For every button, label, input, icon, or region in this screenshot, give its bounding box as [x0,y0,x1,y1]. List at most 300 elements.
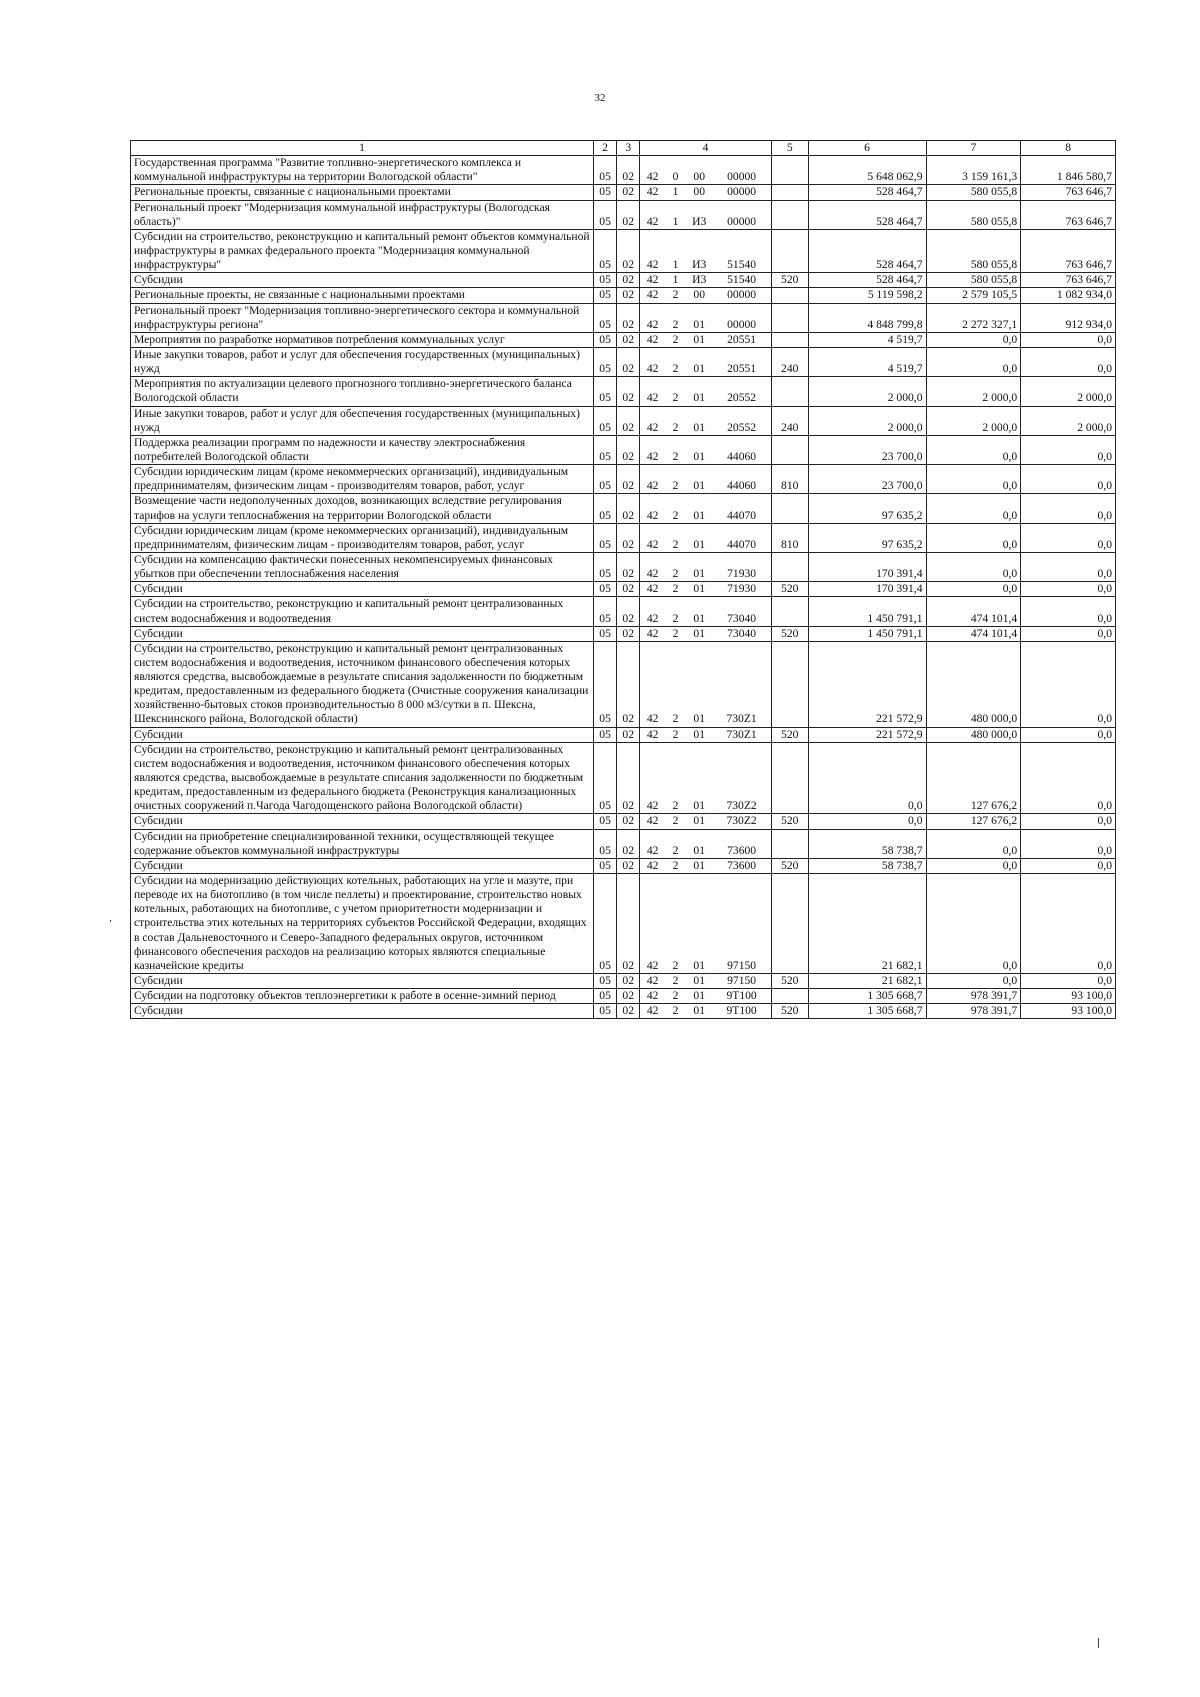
amount-year-1: 97 635,2 [808,523,926,552]
row-name: Региональный проект "Модернизация топливно-энергетического сектора и коммунальной инфраструктуры региона" [131,303,594,332]
code-expense-type [771,377,808,406]
code-subsection: 02 [617,989,640,1004]
code-expense-type [771,552,808,581]
amount-year-3: 0,0 [1021,465,1116,494]
code-direction: 00000 [712,185,771,200]
amount-year-3: 0,0 [1021,347,1116,376]
code-project: И3 [686,200,712,229]
code-project: 01 [686,435,712,464]
amount-year-2: 3 159 161,3 [926,156,1021,185]
code-subprogram: 2 [665,626,686,641]
code-project: 01 [686,406,712,435]
code-section: 05 [594,465,617,494]
amount-year-2: 0,0 [926,858,1021,873]
code-expense-type: 810 [771,523,808,552]
amount-year-1: 5 119 598,2 [808,288,926,303]
code-section: 05 [594,829,617,858]
code-subsection: 02 [617,597,640,626]
code-project: 01 [686,582,712,597]
amount-year-3: 0,0 [1021,582,1116,597]
code-subsection: 02 [617,829,640,858]
code-subsection: 02 [617,552,640,581]
code-project: 00 [686,185,712,200]
code-program: 42 [640,288,665,303]
table-row [131,273,1116,288]
amount-year-3: 763 646,7 [1021,229,1116,272]
amount-year-3: 93 100,0 [1021,989,1116,1004]
code-subprogram: 2 [665,1004,686,1019]
code-program: 42 [640,597,665,626]
code-subsection: 02 [617,641,640,727]
table-row [131,582,1116,597]
amount-year-2: 0,0 [926,465,1021,494]
amount-year-2: 0,0 [926,829,1021,858]
code-expense-type: 240 [771,347,808,376]
code-direction: 00000 [712,200,771,229]
amount-year-3: 0,0 [1021,858,1116,873]
scan-mark [1098,1638,1099,1648]
code-project: 01 [686,974,712,989]
code-subprogram: 2 [665,494,686,523]
code-program: 42 [640,185,665,200]
code-program: 42 [640,829,665,858]
amount-year-3: 0,0 [1021,974,1116,989]
table-row [131,829,1116,858]
code-subsection: 02 [617,742,640,814]
amount-year-1: 4 519,7 [808,347,926,376]
code-project: 00 [686,288,712,303]
code-program: 42 [640,435,665,464]
amount-year-2: 0,0 [926,494,1021,523]
code-subprogram: 2 [665,523,686,552]
row-name: Субсидии юридическим лицам (кроме некоммерческих организаций), индивидуальным предпринимателям, физическим лицам - производителям товаров, работ, услуг [131,465,594,494]
amount-year-3: 0,0 [1021,494,1116,523]
amount-year-1: 170 391,4 [808,582,926,597]
amount-year-3: 0,0 [1021,332,1116,347]
code-subprogram: 2 [665,288,686,303]
row-name: Субсидии на подготовку объектов теплоэнергетики к работе в осенне-зимний период [131,989,594,1004]
code-subprogram: 2 [665,406,686,435]
amount-year-3: 93 100,0 [1021,1004,1116,1019]
code-subprogram: 2 [665,347,686,376]
table-row [131,552,1116,581]
row-name: Возмещение части недополученных доходов, возникающих вследствие регулирования тарифов на услуги теплоснабжения на территории Вологодской области [131,494,594,523]
amount-year-2: 2 000,0 [926,406,1021,435]
code-program: 42 [640,273,665,288]
code-expense-type [771,332,808,347]
code-project: 00 [686,156,712,185]
code-direction: 51540 [712,273,771,288]
row-name: Иные закупки товаров, работ и услуг для обеспечения государственных (муниципальных) нужд [131,347,594,376]
header-col-8: 8 [1021,141,1116,156]
amount-year-2: 2 579 105,5 [926,288,1021,303]
amount-year-1: 1 450 791,1 [808,626,926,641]
code-subprogram: 2 [665,974,686,989]
code-section: 05 [594,552,617,581]
code-program: 42 [640,989,665,1004]
code-project: 01 [686,597,712,626]
row-name: Субсидии на модернизацию действующих котельных, работающих на угле и мазуте, при переводе их на биотопливо (в том числе пеллеты) и проектирование, строительство новых котельных, работающих на биотопливе, с учетом приоритетности модернизации и строительства этих котельных на территориях субъектов Российской Федерации, входящих в состав Дальневосточного и Северо-Западного федеральных округов, источником финансового обеспечения расходов на реализацию которых являются специальные казначейские кредиты [131,874,594,974]
amount-year-2: 474 101,4 [926,626,1021,641]
code-subsection: 02 [617,626,640,641]
code-subprogram: 2 [665,858,686,873]
code-subprogram: 2 [665,742,686,814]
code-direction: 71930 [712,582,771,597]
code-subsection: 02 [617,156,640,185]
table-row [131,494,1116,523]
code-subsection: 02 [617,406,640,435]
code-section: 05 [594,156,617,185]
code-expense-type [771,229,808,272]
row-name: Иные закупки товаров, работ и услуг для обеспечения государственных (муниципальных) нужд [131,406,594,435]
table-row [131,1004,1116,1019]
amount-year-2: 127 676,2 [926,814,1021,829]
code-section: 05 [594,406,617,435]
amount-year-3: 0,0 [1021,874,1116,974]
amount-year-1: 2 000,0 [808,406,926,435]
code-expense-type: 520 [771,727,808,742]
table-row [131,858,1116,873]
code-expense-type [771,185,808,200]
row-name: Мероприятия по разработке нормативов потребления коммунальных услуг [131,332,594,347]
code-subprogram: 2 [665,874,686,974]
code-direction: 730Z1 [712,641,771,727]
amount-year-1: 0,0 [808,814,926,829]
code-section: 05 [594,332,617,347]
amount-year-1: 2 000,0 [808,377,926,406]
amount-year-2: 0,0 [926,332,1021,347]
code-subsection: 02 [617,303,640,332]
code-subsection: 02 [617,974,640,989]
amount-year-2: 480 000,0 [926,727,1021,742]
code-section: 05 [594,582,617,597]
code-project: 01 [686,377,712,406]
amount-year-3: 0,0 [1021,435,1116,464]
code-program: 42 [640,465,665,494]
code-expense-type [771,742,808,814]
code-project: И3 [686,229,712,272]
amount-year-3: 2 000,0 [1021,377,1116,406]
code-program: 42 [640,974,665,989]
table-row [131,641,1116,727]
code-subsection: 02 [617,814,640,829]
table-body [131,156,1116,1019]
code-subprogram: 2 [665,727,686,742]
amount-year-1: 221 572,9 [808,641,926,727]
row-name: Субсидии юридическим лицам (кроме некоммерческих организаций), индивидуальным предпринимателям, физическим лицам - производителям товаров, работ, услуг [131,523,594,552]
row-name: Субсидии [131,858,594,873]
code-direction: 20552 [712,377,771,406]
table-row [131,742,1116,814]
table-header-row [131,141,1116,156]
amount-year-3: 763 646,7 [1021,200,1116,229]
code-section: 05 [594,200,617,229]
code-project: 01 [686,989,712,1004]
amount-year-1: 528 464,7 [808,229,926,272]
amount-year-2: 474 101,4 [926,597,1021,626]
code-project: 01 [686,552,712,581]
header-col-4: 4 [640,141,772,156]
table-row [131,989,1116,1004]
code-expense-type: 520 [771,582,808,597]
code-subsection: 02 [617,1004,640,1019]
code-project: 01 [686,523,712,552]
amount-year-2: 978 391,7 [926,989,1021,1004]
amount-year-1: 58 738,7 [808,829,926,858]
amount-year-2: 2 272 327,1 [926,303,1021,332]
code-section: 05 [594,377,617,406]
code-subprogram: 2 [665,377,686,406]
table-row [131,465,1116,494]
table-row [131,597,1116,626]
code-subsection: 02 [617,465,640,494]
row-name: Государственная программа "Развитие топливно-энергетического комплекса и коммунальной инфраструктуры на территории Вологодской области" [131,156,594,185]
table-row [131,288,1116,303]
code-project: 01 [686,465,712,494]
amount-year-2: 580 055,8 [926,200,1021,229]
code-project: 01 [686,742,712,814]
code-project: 01 [686,1004,712,1019]
code-section: 05 [594,974,617,989]
code-subprogram: 2 [665,597,686,626]
header-col-3: 3 [617,141,640,156]
code-project: 01 [686,858,712,873]
code-expense-type: 520 [771,974,808,989]
code-subsection: 02 [617,523,640,552]
code-expense-type: 520 [771,814,808,829]
amount-year-1: 0,0 [808,742,926,814]
amount-year-1: 21 682,1 [808,974,926,989]
code-expense-type [771,874,808,974]
amount-year-2: 580 055,8 [926,229,1021,272]
code-direction: 71930 [712,552,771,581]
row-name: Субсидии [131,814,594,829]
code-section: 05 [594,727,617,742]
row-name: Субсидии на приобретение специализированной техники, осуществляющей текущее содержание объектов коммунальной инфраструктуры [131,829,594,858]
code-program: 42 [640,552,665,581]
amount-year-2: 0,0 [926,552,1021,581]
amount-year-2: 580 055,8 [926,185,1021,200]
code-direction: 73600 [712,829,771,858]
header-col-7: 7 [926,141,1021,156]
code-subprogram: 2 [665,465,686,494]
amount-year-1: 58 738,7 [808,858,926,873]
amount-year-2: 580 055,8 [926,273,1021,288]
code-section: 05 [594,742,617,814]
code-program: 42 [640,641,665,727]
code-subprogram: 1 [665,200,686,229]
code-direction: 44060 [712,435,771,464]
table-row [131,347,1116,376]
amount-year-3: 1 846 580,7 [1021,156,1116,185]
code-section: 05 [594,273,617,288]
code-program: 42 [640,1004,665,1019]
table-row [131,435,1116,464]
code-subprogram: 2 [665,582,686,597]
code-subsection: 02 [617,377,640,406]
table-row [131,303,1116,332]
code-direction: 730Z2 [712,814,771,829]
row-name: Региональные проекты, не связанные с национальными проектами [131,288,594,303]
amount-year-3: 912 934,0 [1021,303,1116,332]
scan-mark [110,920,111,922]
amount-year-2: 480 000,0 [926,641,1021,727]
code-subprogram: 2 [665,814,686,829]
code-program: 42 [640,200,665,229]
amount-year-1: 1 305 668,7 [808,1004,926,1019]
code-program: 42 [640,156,665,185]
code-program: 42 [640,742,665,814]
code-direction: 44070 [712,494,771,523]
code-direction: 73600 [712,858,771,873]
amount-year-2: 0,0 [926,523,1021,552]
code-section: 05 [594,435,617,464]
code-section: 05 [594,1004,617,1019]
amount-year-1: 528 464,7 [808,185,926,200]
amount-year-2: 0,0 [926,874,1021,974]
code-direction: 00000 [712,156,771,185]
code-direction: 97150 [712,974,771,989]
code-subprogram: 2 [665,552,686,581]
header-col-6: 6 [808,141,926,156]
table-row [131,229,1116,272]
code-section: 05 [594,641,617,727]
row-name: Субсидии [131,974,594,989]
code-program: 42 [640,858,665,873]
table-row [131,406,1116,435]
amount-year-2: 0,0 [926,974,1021,989]
code-project: И3 [686,273,712,288]
amount-year-3: 0,0 [1021,742,1116,814]
code-program: 42 [640,727,665,742]
code-subsection: 02 [617,874,640,974]
row-name: Субсидии на строительство, реконструкцию и капитальный ремонт объектов коммунальной инфраструктуры в рамках федерального проекта "Модернизация коммунальной инфраструктуры" [131,229,594,272]
code-program: 42 [640,347,665,376]
code-project: 01 [686,626,712,641]
code-section: 05 [594,303,617,332]
code-project: 01 [686,347,712,376]
code-section: 05 [594,874,617,974]
row-name: Субсидии на компенсацию фактически понесенных некомпенсируемых финансовых убытков при обеспечении теплоснабжения населения [131,552,594,581]
table-row [131,200,1116,229]
amount-year-1: 23 700,0 [808,465,926,494]
row-name: Субсидии [131,1004,594,1019]
code-section: 05 [594,597,617,626]
amount-year-3: 763 646,7 [1021,185,1116,200]
code-expense-type [771,989,808,1004]
code-program: 42 [640,582,665,597]
budget-table [130,140,1116,1019]
table-row [131,523,1116,552]
row-name: Субсидии на строительство, реконструкцию и капитальный ремонт централизованных систем водоснабжения и водоотведения, источником финансового обеспечения которых являются средства, высвобождаемые в результате списания задолженности по бюджетным кредитам, предоставленным из федерального бюджета (Очистные сооружения канализации хозяйственно-бытовых стоков производительностью 8 000 м3/сутки в п. Шексна, Шекснинского района, Вологодской области) [131,641,594,727]
amount-year-3: 0,0 [1021,829,1116,858]
code-section: 05 [594,814,617,829]
amount-year-3: 0,0 [1021,814,1116,829]
code-program: 42 [640,874,665,974]
code-expense-type: 810 [771,465,808,494]
amount-year-2: 2 000,0 [926,377,1021,406]
code-section: 05 [594,626,617,641]
code-subprogram: 1 [665,185,686,200]
code-project: 01 [686,303,712,332]
amount-year-3: 1 082 934,0 [1021,288,1116,303]
page-number: 32 [594,92,606,104]
code-direction: 730Z2 [712,742,771,814]
code-direction: 97150 [712,874,771,974]
table-row [131,185,1116,200]
amount-year-1: 221 572,9 [808,727,926,742]
row-name: Субсидии на строительство, реконструкцию и капитальный ремонт централизованных систем водоснабжения и водоотведения [131,597,594,626]
code-subsection: 02 [617,332,640,347]
code-subsection: 02 [617,494,640,523]
row-name: Субсидии на строительство, реконструкцию и капитальный ремонт централизованных систем водоснабжения и водоотведения, источником финансового обеспечения которых являются средства, высвобождаемые в результате списания задолженности по бюджетным кредитам, предоставленным из федерального бюджета (Реконструкция канализационных очистных сооружений п.Чагода Чагодощенского района Вологодской области) [131,742,594,814]
header-col-2: 2 [594,141,617,156]
code-direction: 730Z1 [712,727,771,742]
code-program: 42 [640,229,665,272]
code-subprogram: 1 [665,229,686,272]
code-section: 05 [594,523,617,552]
code-subsection: 02 [617,858,640,873]
row-name: Региональные проекты, связанные с национальными проектами [131,185,594,200]
table-row [131,727,1116,742]
amount-year-1: 1 450 791,1 [808,597,926,626]
code-program: 42 [640,377,665,406]
code-project: 01 [686,641,712,727]
code-program: 42 [640,303,665,332]
row-name: Субсидии [131,727,594,742]
amount-year-1: 23 700,0 [808,435,926,464]
table-row [131,156,1116,185]
code-direction: 73040 [712,626,771,641]
code-expense-type [771,435,808,464]
code-subprogram: 0 [665,156,686,185]
code-subsection: 02 [617,229,640,272]
code-program: 42 [640,814,665,829]
code-direction: 9Т100 [712,1004,771,1019]
code-section: 05 [594,229,617,272]
code-project: 01 [686,494,712,523]
code-direction: 51540 [712,229,771,272]
amount-year-2: 127 676,2 [926,742,1021,814]
amount-year-1: 170 391,4 [808,552,926,581]
row-name: Субсидии [131,273,594,288]
amount-year-1: 4 848 799,8 [808,303,926,332]
code-direction: 44070 [712,523,771,552]
amount-year-3: 0,0 [1021,523,1116,552]
code-expense-type: 520 [771,1004,808,1019]
table-row [131,626,1116,641]
amount-year-1: 528 464,7 [808,200,926,229]
code-direction: 20552 [712,406,771,435]
code-expense-type [771,156,808,185]
code-section: 05 [594,185,617,200]
amount-year-3: 0,0 [1021,626,1116,641]
code-section: 05 [594,494,617,523]
code-direction: 00000 [712,303,771,332]
code-expense-type: 520 [771,273,808,288]
code-program: 42 [640,406,665,435]
amount-year-1: 5 648 062,9 [808,156,926,185]
code-project: 01 [686,814,712,829]
table-row [131,377,1116,406]
amount-year-3: 0,0 [1021,597,1116,626]
code-subsection: 02 [617,727,640,742]
code-expense-type [771,494,808,523]
amount-year-2: 0,0 [926,582,1021,597]
amount-year-1: 4 519,7 [808,332,926,347]
amount-year-1: 97 635,2 [808,494,926,523]
code-subprogram: 2 [665,303,686,332]
